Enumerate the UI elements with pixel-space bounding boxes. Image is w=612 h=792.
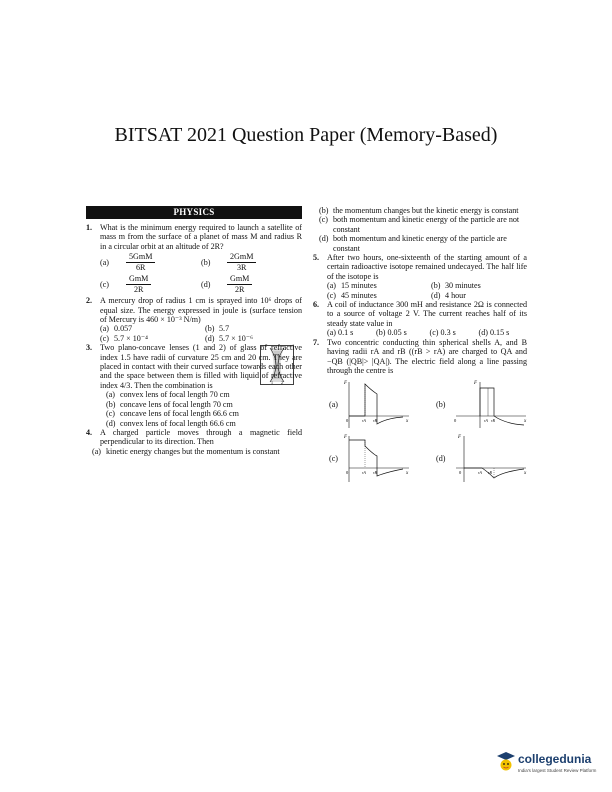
graph-d-icon [450, 432, 530, 484]
question-number: 2. [86, 296, 93, 306]
question-7 [313, 338, 527, 376]
question-text: After two hours, one-sixteenth of the starting amount of a certain radioactive isotope remained undecayed. The half life of the isotope is [327, 253, 527, 281]
option-label: (a) [100, 258, 109, 268]
denominator: 2R [234, 285, 245, 295]
axis-y-label: F [344, 435, 348, 441]
axis-x-label: x [406, 471, 409, 477]
q4-option-d [313, 234, 527, 253]
option-text: convex lens of focal length 70 cm [120, 390, 230, 400]
option-label: (b) [376, 328, 386, 338]
fraction [126, 274, 151, 295]
option-label: (d) [106, 418, 116, 428]
option-label: (a) [100, 324, 109, 334]
rb-label: rB [488, 471, 492, 476]
q3-options [86, 390, 302, 428]
lens-label-2: 2 [281, 380, 283, 386]
option-text: 4 hour [445, 290, 466, 300]
option-b [431, 281, 527, 290]
ra-label: rA [362, 471, 366, 476]
q4-option-c [313, 215, 527, 234]
option-text: concave lens of focal length 66.6 cm [120, 409, 239, 419]
option-text: 0.057 [114, 324, 133, 334]
option-a [106, 390, 302, 399]
question-number: 5. [313, 253, 320, 263]
option-b [205, 324, 302, 333]
fraction [126, 252, 155, 273]
denominator: 6R [135, 263, 146, 273]
option-label: (b) [205, 324, 215, 334]
option-d [201, 274, 302, 295]
option-label: (c) [319, 215, 328, 225]
option-d [106, 419, 302, 428]
option-text: 30 minutes [445, 281, 481, 291]
option-a [100, 252, 201, 273]
option-text: 5.7 [219, 324, 230, 334]
logo-tagline: India's largest Student Review Platform [518, 768, 597, 773]
numerator: 2GmM [227, 252, 256, 263]
option-text: the momentum changes but the kinetic energy is constant [333, 206, 519, 215]
option-label: (b) [431, 281, 441, 291]
option-b [376, 328, 425, 337]
option-c [430, 328, 474, 337]
axis-y-label: F [474, 381, 478, 387]
axis-y-label: F [458, 435, 462, 441]
axis-y-label: F [344, 381, 348, 387]
option-label: (d) [205, 333, 215, 343]
option-label: (d) [431, 290, 441, 300]
graph-c-icon [343, 432, 413, 484]
graph-option-c [313, 432, 420, 482]
option-a [327, 281, 423, 290]
option-c [100, 274, 201, 295]
option-label: (a) [327, 328, 336, 338]
option-label: (b) [106, 399, 116, 409]
option-label: (c) [429, 328, 439, 338]
lens-label-1: 1 [271, 380, 273, 386]
axis-x-label: x [524, 471, 527, 477]
origin-label: 0 [346, 418, 349, 424]
option-text: 45 minutes [341, 290, 377, 300]
graduate-cap-icon [496, 751, 516, 775]
collegedunia-logo[interactable] [496, 749, 606, 781]
option-text: 5.7 × 10⁻⁴ [114, 333, 148, 343]
q2-options [86, 324, 302, 343]
question-number: 1. [86, 223, 93, 232]
option-label: (a) [106, 390, 115, 400]
q4-option-a [86, 447, 302, 456]
option-label: (d) [478, 328, 488, 338]
right-column [313, 206, 527, 482]
denominator: 2R [133, 285, 144, 295]
q6-options [313, 328, 527, 337]
numerator: GmM [126, 274, 151, 285]
option-text: 0.1 s [338, 328, 354, 338]
option-label: (c) [329, 454, 338, 464]
rb-label: rB [491, 419, 495, 424]
graph-option-b [420, 378, 527, 428]
origin-label: 0 [454, 418, 457, 424]
rb-label: rB [373, 471, 377, 476]
option-c [100, 334, 197, 343]
question-text: Two plano-concave lenses (1 and 2) of glass of refractive index 1.5 have radii of curvature 25 cm and 20 cm. They are placed in contact with their curved surface towards each other and the space between them is filled with liquid of refractive index 4/3. Then the combination is [100, 343, 302, 390]
option-label: (c) [106, 409, 115, 419]
option-c [106, 409, 302, 418]
denominator: 3R [236, 263, 247, 273]
graph-option-d [420, 432, 527, 482]
option-label: (c) [100, 280, 109, 290]
graph-a-icon [343, 378, 413, 430]
page-title: BITSAT 2021 Question Paper (Memory-Based) [114, 124, 498, 146]
option-label: (b) [436, 400, 446, 410]
q5-options [313, 281, 527, 300]
question-4 [86, 428, 302, 447]
option-d [479, 328, 528, 337]
option-text: 5.7 × 10⁻⁶ [219, 333, 253, 343]
left-column [86, 206, 302, 456]
axis-x-label: x [524, 419, 527, 425]
option-label: (b) [201, 258, 211, 268]
option-text: 0.05 s [387, 328, 407, 338]
q7-graph-options [313, 378, 527, 482]
question-3 [86, 343, 302, 390]
question-text: Two concentric conducting thin spherical shells A, and B having radii rA and rB ((rB > rA) are charged to QA and −QB (|QB|> |QA|). The electric field along a line passing through the centre is [327, 337, 527, 375]
question-text: What is the minimum energy required to launch a satellite of mass m from the surface of a planet of mass M and radius R in a circular orbit at an altitude of 2R? [100, 223, 302, 251]
numerator: GmM [227, 274, 252, 285]
rb-label: rB [373, 419, 377, 424]
fraction [227, 252, 256, 273]
graph-b-icon [450, 378, 530, 430]
option-label: (a) [329, 400, 338, 410]
q4-option-b [313, 206, 527, 215]
question-number: 4. [86, 427, 93, 437]
option-a [327, 328, 371, 337]
question-number: 7. [313, 337, 320, 347]
option-c [327, 291, 423, 300]
option-text: 15 minutes [341, 281, 377, 291]
option-label: (c) [327, 290, 336, 300]
axis-x-label: x [406, 419, 409, 425]
option-label: (d) [436, 454, 446, 464]
logo-name: collegedunia [518, 752, 592, 766]
question-text: A mercury drop of radius 1 cm is sprayed into 10⁶ drops of equal size. The energy expressed in joule is (surface tension of Mercury is 460 × 10⁻³ N/m) [100, 296, 302, 325]
option-text: both momentum and kinetic energy of the particle are constant [333, 234, 507, 253]
question-text: A charged particle moves through a magnetic field perpendicular to its direction. Then [100, 427, 302, 447]
fraction [227, 274, 252, 295]
numerator: 5GmM [126, 252, 155, 263]
option-label: (d) [319, 234, 329, 244]
question-3-wrap [86, 343, 302, 390]
question-number: 6. [313, 300, 320, 310]
question-number: 3. [86, 343, 93, 353]
option-label: (d) [201, 280, 211, 290]
question-6 [313, 300, 527, 328]
q1-options-row-2 [86, 274, 302, 295]
option-text: 0.15 s [489, 328, 510, 338]
ra-label: rA [478, 471, 482, 476]
option-label: (c) [100, 333, 109, 343]
question-2 [86, 296, 302, 324]
option-label: (a) [327, 281, 336, 291]
option-text: kinetic energy changes but the momentum is constant [106, 446, 280, 456]
origin-label: 0 [346, 470, 349, 476]
option-d [205, 334, 302, 343]
option-label: (b) [319, 206, 329, 215]
option-b [201, 252, 302, 273]
option-text: 0.3 s [440, 328, 456, 338]
q1-options-row-1 [86, 252, 302, 273]
option-text: both momentum and kinetic energy of the particle are not constant [333, 215, 520, 234]
question-5 [313, 253, 527, 281]
option-b [106, 400, 302, 409]
option-text: convex lens of focal length 66.6 cm [120, 418, 236, 428]
section-heading: PHYSICS [86, 206, 302, 219]
option-a [100, 324, 197, 333]
ra-label: rA [362, 419, 366, 424]
ra-label: rA [484, 419, 488, 424]
question-text: A coil of inductance 300 mH and resistance 2Ω is connected to a source of voltage 2 V. The current reaches half of its steady state value in [327, 300, 527, 328]
option-label: (a) [92, 446, 101, 456]
option-d [431, 291, 527, 300]
origin-label: 0 [459, 470, 462, 476]
graph-option-a [313, 378, 420, 428]
option-text: concave lens of focal length 70 cm [120, 399, 233, 409]
question-1 [86, 223, 302, 251]
